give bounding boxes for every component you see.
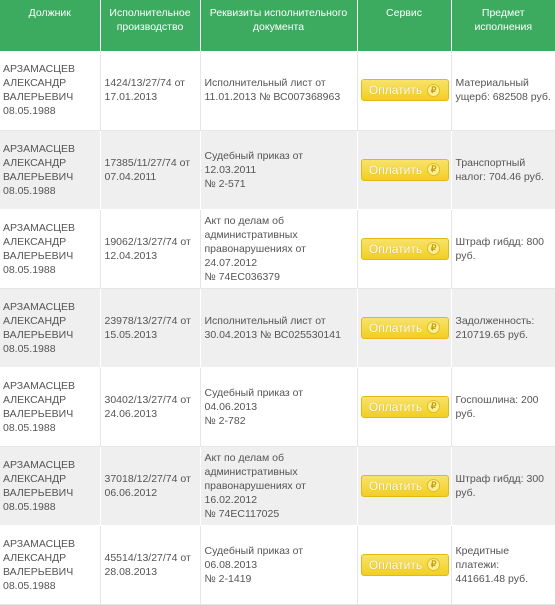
column-header-debtor: Должник (0, 0, 100, 51)
cell-line: 08.05.1988 (3, 579, 56, 592)
cell-line: 15.05.2013 (104, 328, 158, 341)
pay-button[interactable] (361, 396, 449, 418)
cell-line: Госпошлина: 200 (455, 393, 539, 406)
pay-button-label: Оплатить (368, 320, 423, 335)
cell-line: 08.05.1988 (3, 421, 56, 434)
cell-line: 37018/12/27/74 от (104, 472, 191, 485)
pay-button[interactable] (361, 554, 449, 576)
ruble-coin-icon: ₽ (427, 558, 440, 571)
cell-line: АЛЕКСАНДР (3, 393, 67, 406)
cell-line: ВАЛЕРЬЕВИЧ (3, 249, 74, 262)
cell-service (357, 130, 451, 209)
pay-button-label: Оплатить (368, 83, 423, 98)
cell-line: руб. (455, 249, 476, 262)
cell-debtor (0, 130, 100, 209)
cell-proceeding (100, 130, 200, 209)
cell-line: АРЗАМАСЦЕВ (3, 300, 75, 313)
cell-line: 24.06.2013 (104, 407, 158, 420)
cell-line: Материальный (455, 77, 529, 90)
pay-button[interactable] (361, 475, 449, 497)
cell-subject (451, 130, 555, 209)
cell-service (357, 209, 451, 288)
cell-document (200, 130, 357, 209)
cell-subject (451, 51, 555, 130)
table-row (0, 209, 555, 288)
cell-line: 08.05.1988 (3, 500, 56, 513)
cell-line: Транспортный (455, 156, 526, 169)
cell-line: 28.08.2013 (104, 565, 158, 578)
column-header-subject: Предмет исполнения (451, 0, 555, 51)
cell-line: ущерб: 682508 руб. (455, 91, 551, 104)
pay-button-label: Оплатить (368, 557, 423, 572)
cell-proceeding (100, 367, 200, 446)
table-row (0, 288, 555, 367)
cell-line: Штраф гибдд: 300 (455, 472, 545, 485)
cell-line: Задолженность: (455, 314, 535, 327)
cell-line: АРЗАМАСЦЕВ (3, 63, 75, 76)
cell-line: АЛЕКСАНДР (3, 77, 67, 90)
cell-line: 08.05.1988 (3, 184, 56, 197)
cell-line: 08.05.1988 (3, 263, 56, 276)
cell-subject (451, 367, 555, 446)
cell-debtor (0, 288, 100, 367)
cell-line: 12.04.2013 (104, 249, 158, 262)
cell-subject (451, 209, 555, 288)
cell-line: АРЗАМАСЦЕВ (3, 537, 75, 550)
cell-service (357, 51, 451, 130)
cell-line: административных (204, 228, 298, 241)
pay-button-label: Оплатить (368, 478, 423, 493)
table-row (0, 51, 555, 130)
cell-line: правонарушениях от 16.02.2012 (204, 479, 306, 506)
cell-line: ВАЛЕРЬЕВИЧ (3, 328, 74, 341)
cell-line: 08.05.1988 (3, 105, 56, 118)
cell-line: 45514/13/27/74 от (104, 551, 191, 564)
table-row (0, 130, 555, 209)
cell-line: № 74ЕС117025 (204, 507, 280, 520)
cell-line: АРЗАМАСЦЕВ (3, 142, 75, 155)
cell-line: Исполнительный лист от (204, 314, 326, 327)
ruble-coin-icon: ₽ (427, 321, 440, 334)
cell-line: АЛЕКСАНДР (3, 156, 67, 169)
table-row (0, 367, 555, 446)
cell-line: руб. (455, 407, 476, 420)
cell-line: № 74ЕС036379 (204, 270, 280, 283)
cell-service (357, 446, 451, 525)
cell-document (200, 525, 357, 604)
cell-line: Судебный приказ от 06.08.2013 (204, 544, 304, 571)
cell-document (200, 209, 357, 288)
ruble-coin-icon: ₽ (427, 84, 440, 97)
cell-debtor (0, 446, 100, 525)
cell-line: ВАЛЕРЬЕВИЧ (3, 486, 74, 499)
cell-debtor (0, 367, 100, 446)
cell-line: 23978/13/27/74 от (104, 314, 191, 327)
cell-line: Судебный приказ от 04.06.2013 (204, 386, 304, 413)
cell-document (200, 367, 357, 446)
cell-line: ВАЛЕРЬЕВИЧ (3, 170, 74, 183)
cell-document (200, 288, 357, 367)
column-header-proceeding: Исполнительное производство (100, 0, 200, 51)
cell-debtor (0, 525, 100, 604)
cell-line: 08.05.1988 (3, 342, 56, 355)
ruble-coin-icon: ₽ (427, 163, 440, 176)
column-header-service: Сервис (357, 0, 451, 51)
cell-subject (451, 446, 555, 525)
cell-subject (451, 288, 555, 367)
cell-line: Кредитные платежи: (455, 544, 510, 571)
cell-line: 11.01.2013 № ВС007368963 (204, 91, 341, 104)
table-row (0, 525, 555, 604)
pay-button[interactable] (361, 238, 449, 260)
table-row (0, 446, 555, 525)
cell-line: 07.04.2011 (104, 170, 157, 183)
pay-button-label: Оплатить (368, 241, 423, 256)
cell-proceeding (100, 51, 200, 130)
cell-line: 06.06.2012 (104, 486, 158, 499)
cell-proceeding (100, 525, 200, 604)
cell-service (357, 525, 451, 604)
column-header-document: Реквизиты исполнительного документа (200, 0, 357, 51)
cell-line: № 2-571 (204, 177, 246, 190)
cell-proceeding (100, 446, 200, 525)
cell-line: АРЗАМАСЦЕВ (3, 221, 75, 234)
pay-button-label: Оплатить (368, 399, 423, 414)
cell-line: № 2-1419 (204, 572, 252, 585)
cell-service (357, 288, 451, 367)
cell-debtor (0, 209, 100, 288)
cell-line: 1424/13/27/74 от (104, 77, 185, 90)
cell-line: АЛЕКСАНДР (3, 551, 67, 564)
cell-line: АЛЕКСАНДР (3, 314, 67, 327)
ruble-coin-icon: ₽ (427, 242, 440, 255)
pay-button[interactable] (361, 79, 449, 101)
cell-line: 19062/13/27/74 от (104, 235, 191, 248)
ruble-coin-icon: ₽ (427, 400, 440, 413)
cell-line: Исполнительный лист от (204, 77, 326, 90)
ruble-coin-icon: ₽ (427, 479, 440, 492)
cell-line: правонарушениях от 24.07.2012 (204, 242, 306, 269)
cell-line: руб. (455, 486, 476, 499)
cell-line: 17385/11/27/74 от (104, 156, 191, 169)
cell-line: 441661.48 руб. (455, 572, 529, 585)
cell-line: 17.01.2013 (104, 91, 158, 104)
cell-document (200, 51, 357, 130)
pay-button[interactable] (361, 317, 449, 339)
cell-document (200, 446, 357, 525)
cell-line: АЛЕКСАНДР (3, 235, 67, 248)
cell-proceeding (100, 288, 200, 367)
cell-line: Штраф гибдд: 800 (455, 235, 545, 248)
cell-subject (451, 525, 555, 604)
cell-proceeding (100, 209, 200, 288)
cell-line: ВАЛЕРЬЕВИЧ (3, 407, 74, 420)
cell-line: ВАЛЕРЬЕВИЧ (3, 565, 74, 578)
cell-line: Акт по делам об (204, 451, 284, 464)
cell-line: № 2-782 (204, 414, 246, 427)
pay-button[interactable] (361, 159, 449, 181)
cell-service (357, 367, 451, 446)
cell-line: АЛЕКСАНДР (3, 472, 67, 485)
cell-line: 30402/13/27/74 от (104, 393, 191, 406)
table-body (0, 51, 555, 604)
cell-line: Судебный приказ от 12.03.2011 (204, 149, 304, 176)
cell-line: АРЗАМАСЦЕВ (3, 458, 75, 471)
cell-line: налог: 704.46 руб. (455, 170, 544, 183)
table-header-row (0, 0, 555, 51)
cell-line: административных (204, 465, 298, 478)
cell-line: Акт по делам об (204, 214, 284, 227)
pay-button-label: Оплатить (368, 162, 423, 177)
cell-line: 210719.65 руб. (455, 328, 529, 341)
cell-line: АРЗАМАСЦЕВ (3, 379, 75, 392)
cell-line: ВАЛЕРЬЕВИЧ (3, 91, 74, 104)
cell-line: 30.04.2013 № ВС025530141 (204, 328, 341, 341)
cell-debtor (0, 51, 100, 130)
